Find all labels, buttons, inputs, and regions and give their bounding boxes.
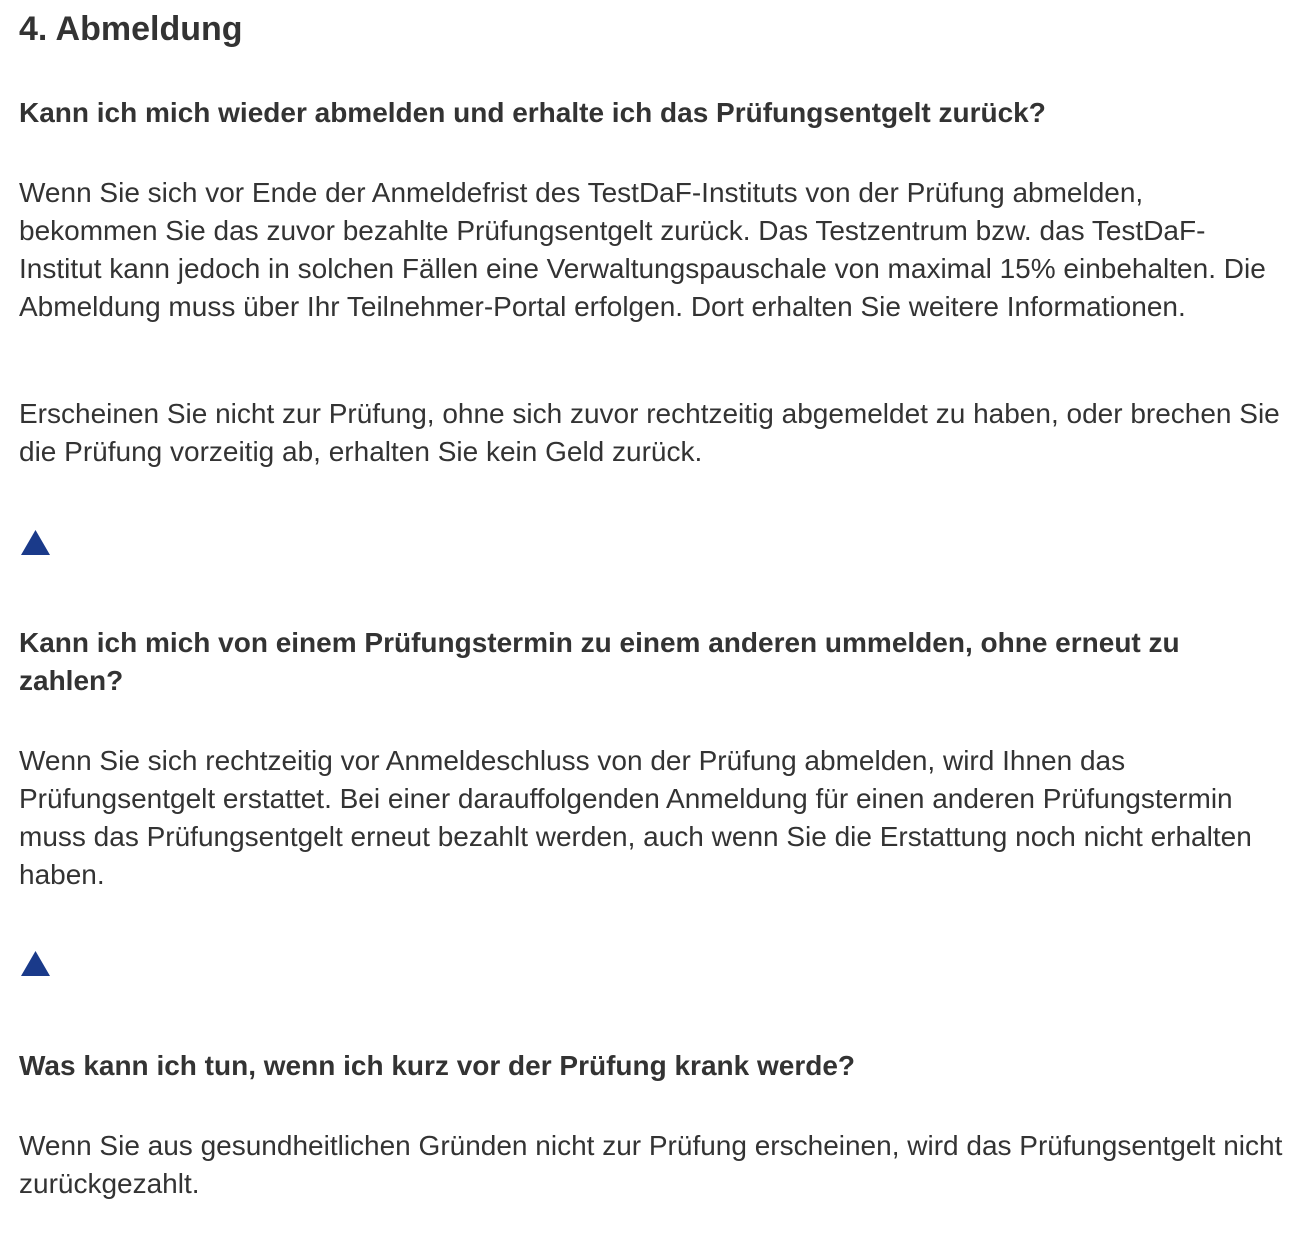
back-to-top-link[interactable] [20,950,51,977]
faq-question-cancellation-refund: Kann ich mich wieder abmelden und erhalte ich das Prüfungsentgelt zurück? [19,97,1046,128]
faq-answer-paragraph: Wenn Sie sich vor Ende der Anmeldefrist des TestDaF-Instituts von der Prüfung abmelden, bekommen Sie das zuvor bezahlte Prüfungsentgelt zurück. Das Testzentrum bzw. das TestDaF-Institut kann jedoch in solchen Fällen eine Verwaltungspauschale von maximal 15% einbehalten. Die Abmeldung muss über Ihr Teilnehmer-Portal erfolgen. Dort erhalten Sie weitere Informationen. [19,177,1266,322]
back-to-top-link[interactable] [20,529,51,556]
back-to-top-triangle-icon [20,529,51,556]
faq-question-illness: Was kann ich tun, wenn ich kurz vor der Prüfung krank werde? [19,1050,856,1081]
faq-answer-paragraph: Wenn Sie aus gesundheitlichen Gründen nicht zur Prüfung erscheinen, wird das Prüfungsentgelt nicht zurückgezahlt. [19,1130,1283,1199]
faq-answer-paragraph: Erscheinen Sie nicht zur Prüfung, ohne sich zuvor rechtzeitig abgemeldet zu haben, oder brechen Sie die Prüfung vorzeitig ab, erhalten Sie kein Geld zurück. [19,398,1280,467]
faq-answer-paragraph: Wenn Sie sich rechtzeitig vor Anmeldeschluss von der Prüfung abmelden, wird Ihnen das Prüfungsentgelt erstattet. Bei einer darauffolgenden Anmeldung für einen anderen Prüfungstermin muss das Prüfungsentgelt erneut bezahlt werden, auch wenn Sie die Erstattung noch nicht erhalten haben. [19,745,1252,890]
back-to-top-triangle-icon [20,950,51,977]
section-title: 4. Abmeldung [19,10,243,48]
faq-question-rebooking: Kann ich mich von einem Prüfungstermin zu einem anderen ummelden, ohne erneut zu zahlen? [19,627,1180,696]
